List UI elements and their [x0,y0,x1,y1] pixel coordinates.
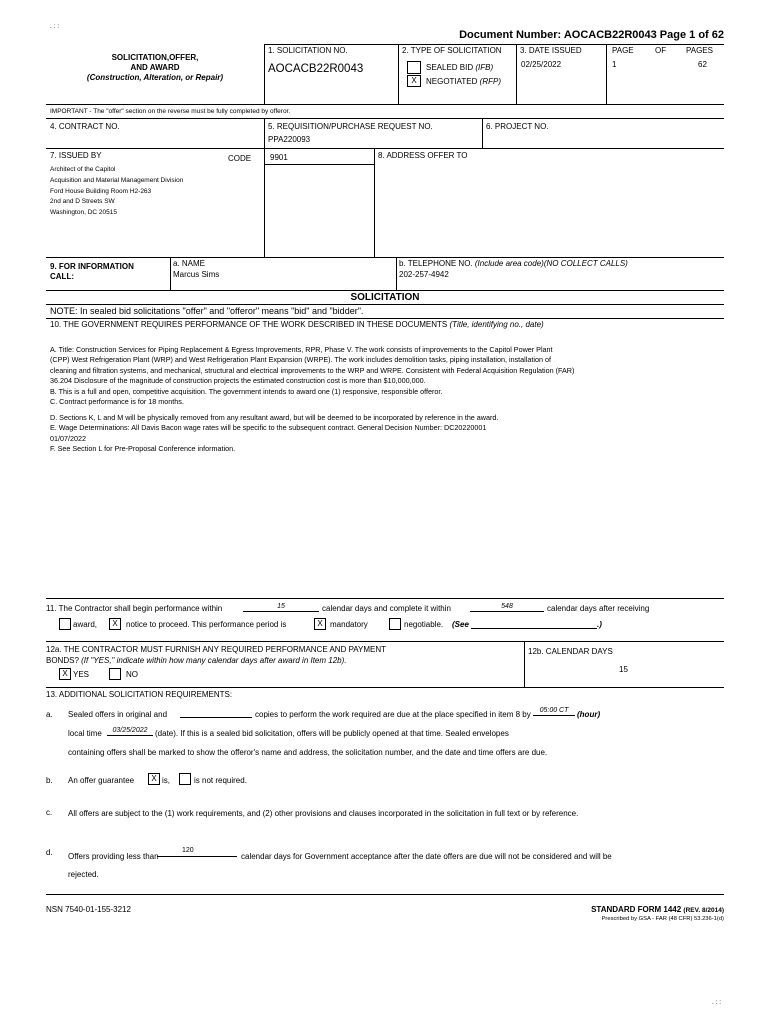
nsn-number: NSN 7540-01-155-3212 [46,905,131,914]
block-13-label: 13. ADDITIONAL SOLICITATION REQUIREMENTS: [46,690,233,699]
block-10-label: 10. THE GOVERNMENT REQUIRES PERFORMANCE OF THE WORK DESCRIBED IN THESE DOCUMENTS (Title, identifying no., date) [50,320,544,329]
item-a-text-5: containing offers shall be marked to show the offeror's name and address, the solicitation number, and the date and time offers are due. [68,748,548,757]
page-label: PAGE [612,46,634,55]
form-subtitle: (Construction, Alteration, or Repair) [86,73,224,82]
see-label: (See [452,620,469,629]
calendar-days-value: 15 [619,665,628,674]
item-a-text-4: (date). If this is a sealed bid solicitation, offers will be publicly opened at that time. Sealed envelopes [155,729,509,738]
date-issued-value: 02/25/2022 [521,60,562,69]
notice-to-proceed-checkbox[interactable]: X [109,618,121,630]
see-end: .) [597,620,602,629]
top-corner-mark: . : : [50,23,60,30]
name-label: a. NAME [173,259,206,268]
solicitation-no-label: 1. SOLICITATION NO. [268,46,348,55]
bonds-no-label: NO [126,670,138,679]
standard-form-name: STANDARD FORM 1442 (REV. 8/2014) [591,905,724,914]
work-description-a: A. Title: Construction Services for Piping Replacement & Egress Improvements, RPR, Phase V. The work consists of improvements to the Capitol Power Plant (CPP) West Refrigeration Plant (WRP) and West Refrigeration Plant Expansion (WRPE). The work includes demolition tasks, piping installation, installation of cleaning and filtration systems, and mechanical, structural and electrical improvements to the WRP and WRPE. Consistent with Federal Acquisition Regulation (FAR) 36.204 Disclosure of the magnitude of construction projects the estimated construction cost is more than $10,000,000. B. This is a full and open, competitive acquisition. The government intends to award one (1) responsive, responsible offeror. C. Contract performance is for 18 months. [50,345,575,407]
requisition-no-label: 5. REQUISITION/PURCHASE REQUEST NO. [268,122,433,131]
address-offer-to-label: 8. ADDRESS OFFER TO [378,151,468,160]
block-12a-text-2: BONDS? (If "YES," indicate within how many calendar days after award in Item 12b). [46,656,347,665]
due-time-field[interactable]: 05:00 CT [533,707,575,716]
issuer-address-line: Architect of the Capitol [50,166,116,173]
item-c-letter: c. [46,808,53,817]
important-note: IMPORTANT - The "offer" section on the reverse must be fully completed by offeror. [50,108,291,115]
due-date-field[interactable]: 03/25/2022 [107,727,153,736]
solicitation-heading: SOLICITATION [350,292,420,303]
code-label: CODE [228,154,252,163]
item-a-letter: a. [46,710,53,719]
award-label: award, [73,620,98,629]
bonds-yes-label: YES [73,670,90,679]
pages-label: PAGES [686,46,713,55]
issued-by-label: 7. ISSUED BY [50,151,102,160]
page-value: 1 [612,60,617,69]
sealed-bid-label: SEALED BID (IFB) [426,63,494,72]
bottom-corner-mark: . : : [712,999,722,1006]
negotiated-checkbox[interactable]: X [407,75,421,87]
item-d-text-2: calendar days for Government acceptance after the date offers are due will not be considered and will be [241,852,612,861]
item-b-letter: b. [46,776,53,785]
negotiated-label: NEGOTIATED (RFP) [426,77,501,86]
document-number: Document Number: AOCACB22R0043 Page 1 of 62 [459,29,724,41]
block-12a-text-1: 12a. THE CONTRACTOR MUST FURNISH ANY REQUIRED PERFORMANCE AND PAYMENT [46,645,387,654]
telephone-label: b. TELEPHONE NO. (Include area code)(NO COLLECT CALLS) [399,259,628,268]
item-a-text-1: Sealed offers in original and [68,710,168,719]
project-no-label: 6. PROJECT NO. [486,122,549,131]
solicitation-no-value: AOCACB22R0043 [268,63,364,75]
complete-days-field[interactable]: 548 [470,603,544,612]
sealed-bid-note: NOTE: In sealed bid solicitations "offer" and "offeror" means "bid" and "bidder". [50,306,364,316]
award-checkbox[interactable] [59,618,71,630]
type-of-solicitation-label: 2. TYPE OF SOLICITATION [402,46,502,55]
issuer-address-line: 2nd and D Streets SW [50,198,115,205]
guarantee-is-label: is, [162,776,170,785]
item-a-text-2: copies to perform the work required are due at the place specified in item 8 by [255,710,531,719]
for-information-label: 9. FOR INFORMATION [50,262,134,271]
requisition-no-value: PPA220093 [268,135,311,144]
item-d-letter: d. [46,848,53,857]
code-value: 9901 [270,153,288,162]
acceptance-days-field[interactable]: 120 [157,848,237,857]
mandatory-label: mandatory [330,620,368,629]
of-label: OF [655,46,667,55]
item-a-text-3: local time [68,729,102,738]
bonds-no-checkbox[interactable] [109,668,121,680]
contract-no-label: 4. CONTRACT NO. [50,122,120,131]
form-title-line-1: SOLICITATION,OFFER, [111,53,199,62]
sealed-bid-checkbox[interactable] [407,61,421,74]
calendar-days-label: 12b. CALENDAR DAYS [528,647,613,656]
form-title-line-2: AND AWARD [130,63,180,72]
pages-value: 62 [698,60,707,69]
hour-label: (hour) [577,710,601,719]
telephone-value: 202-257-4942 [399,270,449,279]
guarantee-not-label: is not required. [194,776,247,785]
copies-field[interactable] [180,709,252,718]
guarantee-is-checkbox[interactable]: X [148,773,160,785]
issuer-address-line: Washington, DC 20515 [50,209,117,216]
guarantee-not-checkbox[interactable] [179,773,191,785]
issuer-address-line: Acquisition and Material Management Division [50,177,184,184]
negotiable-label: negotiable. [404,620,444,629]
item-c-text: All offers are subject to the (1) work requirements, and (2) other provisions and clauses incorporated in the solicitation in full text or by reference. [68,809,579,818]
item-d-text-3: rejected. [68,870,99,879]
mandatory-checkbox[interactable]: X [314,618,326,630]
date-issued-label: 3. DATE ISSUED [520,46,582,55]
bonds-yes-checkbox[interactable]: X [59,668,71,680]
work-description-b: D. Sections K, L and M will be physically removed from any resultant award, but will be deemed to be incorporated by reference in the award. E. Wage Determinations: All Davis Bacon wage rates will be specific to the subsequent contract. General Decision Number: DC20220001 01/07/2022 F. See Section L for Pre-Proposal Conference information. [50,413,499,454]
call-label: CALL: [50,272,74,281]
prescribed-by: Prescribed by GSA - FAR (48 CFR) 53.236-1(d) [601,916,724,922]
issuer-address-line: Ford House Building Room H2-263 [50,188,152,195]
name-value: Marcus Sims [173,270,220,279]
negotiable-checkbox[interactable] [389,618,401,630]
begin-days-field[interactable]: 15 [243,603,319,612]
item-d-text-1: Offers providing less than [68,852,159,861]
block-11-text-1: 11. The Contractor shall begin performance within [46,604,223,613]
notice-to-proceed-label: notice to proceed. This performance period is [126,620,287,629]
item-b-text: An offer guarantee [68,776,135,785]
block-11-text-2: calendar days and complete it within [322,604,451,613]
block-11-text-3: calendar days after receiving [547,604,650,613]
see-reference-field[interactable] [471,620,597,629]
